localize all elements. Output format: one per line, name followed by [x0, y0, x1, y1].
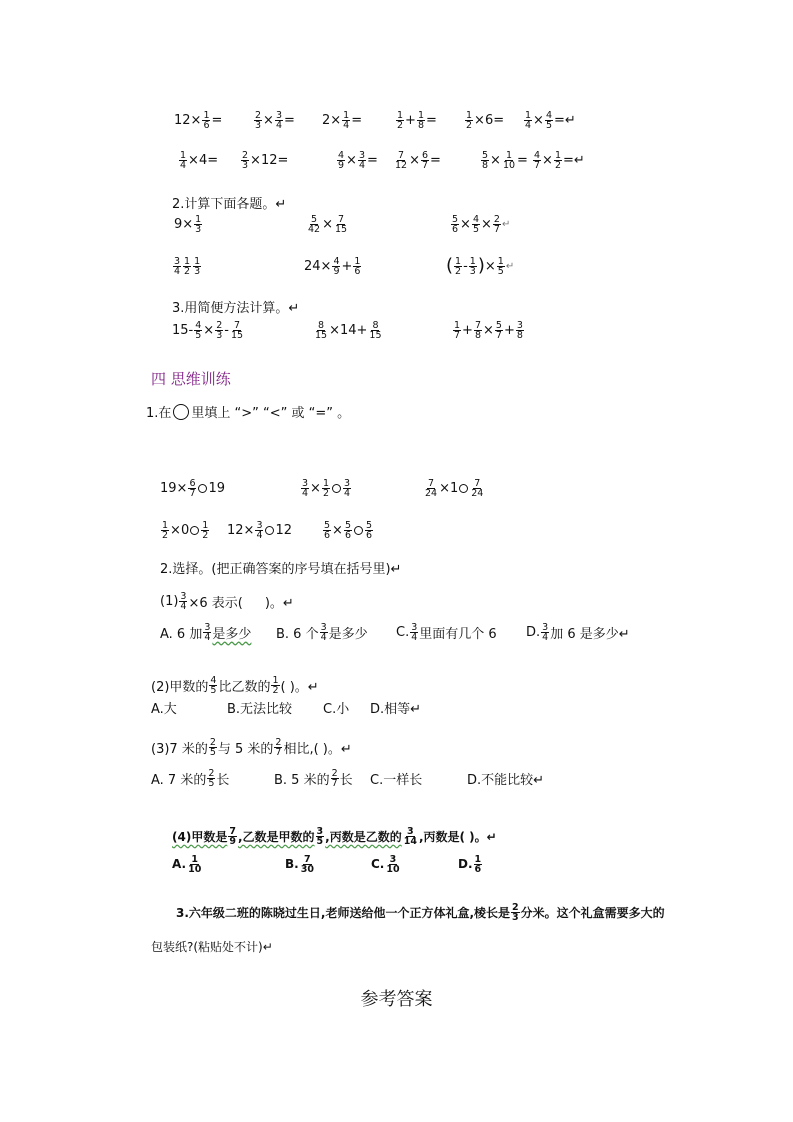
option-a[interactable]: A. $\frac{1}{10}$ — [172, 853, 202, 875]
compare-2-2: 12× $\frac{3}{4}$ 12 — [227, 519, 293, 541]
expr-2-1: $\frac{1}{4}$ ×4= — [180, 149, 219, 171]
question-1 — [146, 402, 350, 421]
expr-2-2: $\frac{2}{3}$ ×12= — [242, 149, 289, 171]
compare-circle-icon[interactable] — [354, 526, 363, 535]
expr-1-2: $\frac{2}{3}$ × $\frac{3}{4}$ = — [255, 109, 295, 131]
compare-2-3: $\frac{5}{6}$ × $\frac{5}{6}$ $\frac{5}{6}$ — [324, 519, 373, 541]
fraction: $\frac{1}{6}$ — [203, 109, 210, 131]
compare-circle-icon[interactable] — [190, 526, 199, 535]
expr-2-3: $\frac{4}{9}$ × $\frac{3}{4}$ = — [338, 149, 378, 171]
option-a[interactable]: A. 6 加 $\frac{3}{4}$ 是多少 — [160, 621, 252, 643]
option-c[interactable]: C.小 — [323, 701, 350, 717]
compare-circle-icon[interactable] — [459, 484, 468, 493]
circle-icon — [173, 404, 189, 420]
simplify-3: $\frac{1}{7}$ + $\frac{7}{8}$ × $\frac{5}{7}$ + $\frac{3}{8}$ — [454, 319, 523, 341]
section-2-title: 2.计算下面各题。↵ — [172, 197, 287, 212]
option-b[interactable]: B. $\frac{7}{30}$ — [285, 853, 314, 875]
option-b[interactable]: B. 6 个 $\frac{3}{4}$ 是多少 — [276, 621, 368, 643]
compare-2-1: $\frac{1}{2}$ ×0 $\frac{1}{2}$ — [162, 519, 209, 541]
option-d[interactable]: D.相等↵ — [370, 701, 422, 717]
calc-1-2: $\frac{5}{42}$ × $\frac{7}{15}$ — [308, 213, 348, 235]
q1-text-pre: 1.在 — [146, 406, 172, 421]
expr-1-4: $\frac{1}{2}$ + $\frac{1}{8}$ = — [397, 109, 437, 131]
compare-circle-icon[interactable] — [332, 484, 341, 493]
option-a[interactable]: A.大 — [151, 701, 177, 717]
expr-1-1 — [174, 111, 222, 130]
expr-2-4: $\frac{7}{12}$ × $\frac{6}{7}$ = — [395, 149, 441, 171]
calc-1-1: 9× $\frac{1}{3}$ — [174, 213, 202, 235]
answer-title: 参考答案 — [360, 989, 433, 1010]
option-d[interactable]: D. $\frac{3}{4}$ 加 6 是多少↵ — [526, 621, 630, 643]
expr-1-3: 2× $\frac{1}{4}$ = — [322, 109, 363, 131]
compare-1-3: $\frac{7}{24}$ ×1 $\frac{7}{24}$ — [425, 477, 484, 499]
option-c[interactable]: C. $\frac{3}{4}$ 里面有几个 6 — [396, 621, 497, 643]
compare-circle-icon[interactable] — [198, 484, 207, 493]
q2-1: (1) $\frac{3}{4}$ ×6 表示( )。↵ — [160, 591, 294, 612]
simplify-1: 15- $\frac{4}{5}$ × $\frac{2}{3}$ - $\frac{7}{15}$ — [172, 319, 244, 341]
option-b[interactable]: B.无法比较 — [227, 701, 293, 717]
calc-2-1: $\frac{3}{4}$ $\frac{1}{2}$ $\frac{1}{3}$ — [174, 255, 201, 277]
q1-text-post: 里填上 “>” “<” 或 “=” 。 — [191, 406, 351, 421]
compare-1-2: $\frac{3}{4}$ × $\frac{1}{2}$ $\frac{3}{4}$ — [302, 477, 351, 499]
option-d[interactable]: D. $\frac{1}{6}$ — [458, 853, 482, 875]
calc-2-3: ( $\frac{1}{2}$ - $\frac{1}{3}$ ) × $\frac{1}{5}$ ↵ — [446, 255, 515, 277]
section-3-title: 3.用简便方法计算。↵ — [172, 301, 300, 316]
simplify-2: $\frac{8}{15}$ ×14+ $\frac{8}{15}$ — [315, 319, 382, 341]
question-3-line-1: 3.六年级二班的陈晓过生日,老师送给他一个正方体礼盒,棱长是 $\frac{2}{3}$ 分米。这个礼盒需要多大的 — [176, 902, 665, 923]
calc-1-3: $\frac{5}{6}$ × $\frac{4}{5}$ × $\frac{2}{7}$ ↵ — [452, 213, 511, 235]
compare-1-1: 19× $\frac{6}{7}$ 19 — [160, 477, 226, 499]
expr-1-6: $\frac{1}{4}$ × $\frac{4}{5}$ =↵ — [525, 109, 576, 131]
q2-3: (3)7 米的 $\frac{2}{5}$ 与 5 米的 $\frac{2}{7}$ 相比,( )。↵ — [151, 737, 352, 758]
question-3-line-2: 包装纸?(粘贴处不计)↵ — [151, 940, 273, 954]
calc-2-2: 24× $\frac{4}{9}$ + $\frac{1}{6}$ — [304, 255, 361, 277]
text: = — [211, 112, 223, 128]
question-2-title: 2.选择。(把正确答案的序号填在括号里)↵ — [160, 562, 402, 577]
text: 12× — [174, 112, 202, 128]
option-a[interactable]: A. 7 米的 $\frac{2}{5}$ 长 — [151, 767, 230, 789]
option-c[interactable]: C.一样长 — [370, 772, 423, 788]
option-d[interactable]: D.不能比较↵ — [467, 772, 545, 788]
q2-4: (4)甲数是 $\frac{7}{9}$ ,乙数是甲数的 $\frac{3}{5}$ ,丙数是乙数的 $\frac{3}{14}$ ,丙数是( )。↵ — [172, 826, 497, 847]
q2-2: (2)甲数的 $\frac{4}{5}$ 比乙数的 $\frac{1}{2}$ ( )。↵ — [151, 675, 319, 696]
option-c[interactable]: C. $\frac{3}{10}$ — [371, 853, 400, 875]
section-4-heading: 四 思维训练 — [151, 370, 231, 388]
compare-circle-icon[interactable] — [265, 526, 274, 535]
expr-2-6: $\frac{4}{7}$ × $\frac{1}{2}$ =↵ — [534, 149, 585, 171]
expr-1-5: $\frac{1}{2}$ ×6= — [466, 109, 505, 131]
option-b[interactable]: B. 5 米的 $\frac{2}{7}$ 长 — [274, 767, 353, 789]
expr-2-5: $\frac{5}{8}$ × $\frac{1}{10}$ = — [482, 149, 528, 171]
